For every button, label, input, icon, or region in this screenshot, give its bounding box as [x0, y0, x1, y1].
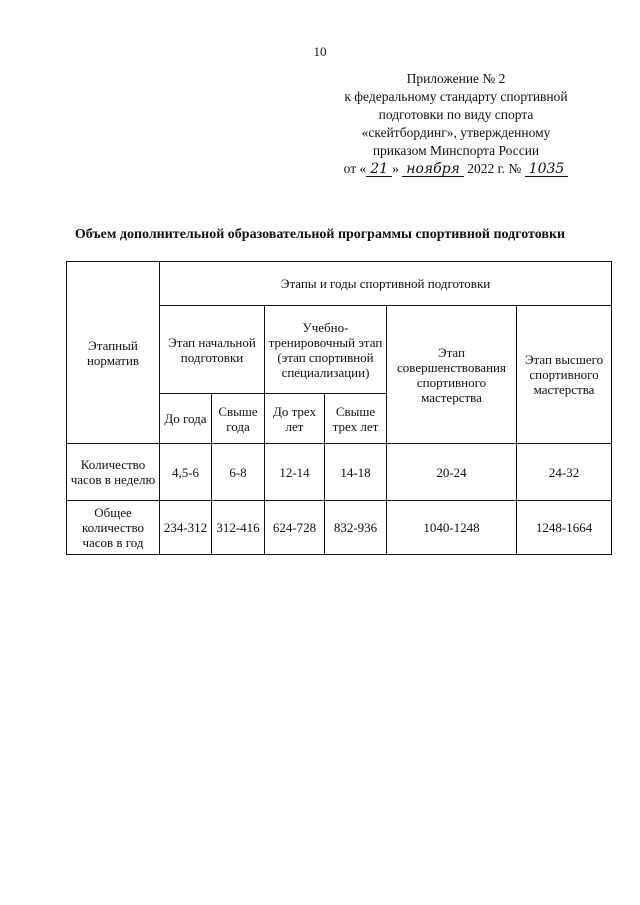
appendix-line: подготовки по виду спорта [378, 107, 534, 122]
program-volume-table [66, 261, 612, 555]
table-cell: 14-18 [325, 444, 387, 501]
row-label-header: Этапный норматив [67, 262, 160, 444]
appendix-line: Приложение № 2 [406, 71, 506, 86]
page-number: 10 [313, 44, 327, 59]
sub-header: До года [160, 394, 212, 444]
table-cell: 1248-1664 [517, 501, 612, 555]
sub-header: Свыше трех лет [325, 394, 387, 444]
order-day: 21 [366, 162, 392, 177]
group-header: Этапы и годы спортивной подготовки [160, 262, 612, 306]
order-line [306, 160, 606, 178]
table-cell: 1040-1248 [387, 501, 517, 555]
order-month: ноября [402, 162, 464, 177]
stage-header: Этап совершенствования спортивного мастерства [387, 306, 517, 444]
order-mid: » [392, 161, 399, 176]
order-year: 2022 г. № [467, 161, 522, 176]
appendix-line: к федеральному стандарту спортивной [344, 89, 568, 104]
table-cell: 6-8 [212, 444, 265, 501]
sub-header: Свыше года [212, 394, 265, 444]
appendix-line: «скейтбординг», утвержденному [361, 125, 551, 140]
table-cell: 24-32 [517, 444, 612, 501]
table-cell: 832-936 [325, 501, 387, 555]
sub-header: До трех лет [265, 394, 325, 444]
order-number: 1035 [525, 162, 569, 177]
stage-header: Этап начальной подготовки [160, 306, 265, 394]
appendix-line: приказом Минспорта России [372, 143, 540, 158]
table-cell: 312-416 [212, 501, 265, 555]
row-label: Количество часов в неделю [67, 444, 160, 501]
table-cell: 20-24 [387, 444, 517, 501]
stage-header: Учебно-тренировочный этап (этап спортивной специализации) [265, 306, 387, 394]
document-title: Объем дополнительной образовательной программы спортивной подготовки [74, 227, 566, 242]
order-prefix: от « [343, 161, 367, 176]
table-row [67, 444, 612, 501]
stage-header: Этап высшего спортивного мастерства [517, 306, 612, 444]
table-cell: 234-312 [160, 501, 212, 555]
table-row [67, 501, 612, 555]
table-cell: 12-14 [265, 444, 325, 501]
table-cell: 624-728 [265, 501, 325, 555]
appendix-block [306, 70, 606, 178]
row-label: Общее количество часов в год [67, 501, 160, 555]
table-cell: 4,5-6 [160, 444, 212, 501]
